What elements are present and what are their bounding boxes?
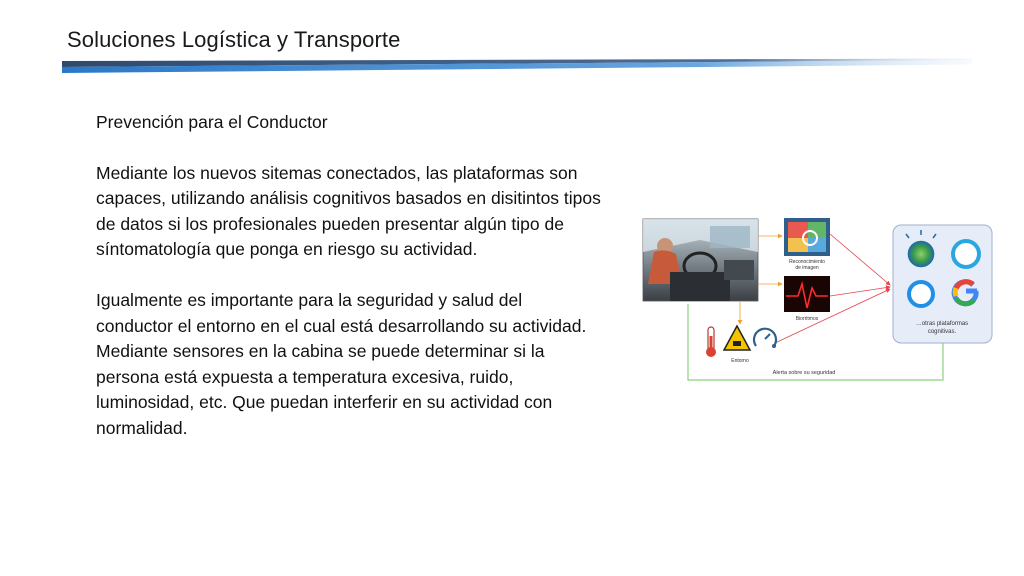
biorhythms-label: Biorritmos [795,316,819,322]
cortana-icon [909,282,933,306]
alert-label: Alerta sobre su seguridad [772,370,836,376]
cognitive-platforms-box [893,225,992,343]
image-recognition-label-line1: Reconocimiento [789,259,825,265]
alexa-icon [953,241,979,267]
hazard-warning-icon [724,326,750,350]
paragraph-cabin-environment: Igualmente es importante para la seguridad y salud del conductor el entorno en el cual está desarrollando su actividad. Mediante sensores en la cabina se puede determinar si la persona está expuesta a temperatura excesiva, ruido, luminosidad, etc. Que puedan interferir en su actividad con normalidad. [96,289,587,438]
environment-label: Entorno [731,358,749,364]
image-recognition-label-line2: de imagen [795,265,819,271]
section-heading: Prevención para el Conductor [96,112,328,132]
platforms-label-line2: cognitivas. [927,329,957,335]
paragraph-cognitive-analysis: Mediante los nuevos sitemas conectados, las plataformas son capaces, utilizando análisis cognitivos basados en disitintos tipos de datos si los profesionales pueden presentar algún tipo de síntomatología que ponga en riesgo su actividad. [96,162,601,260]
driver-safety-diagram [640,212,996,384]
slide-title: Soluciones Logística y Transporte [67,27,401,52]
title-rule [62,58,972,74]
platforms-label-line1: …otras plataformas [915,321,969,327]
driver-photo [643,219,758,301]
content-body [96,110,601,442]
pressure-gauge-icon [754,329,776,348]
image-recognition-icon [784,218,830,256]
heartbeat-icon [784,276,830,312]
thermometer-icon [706,327,716,357]
